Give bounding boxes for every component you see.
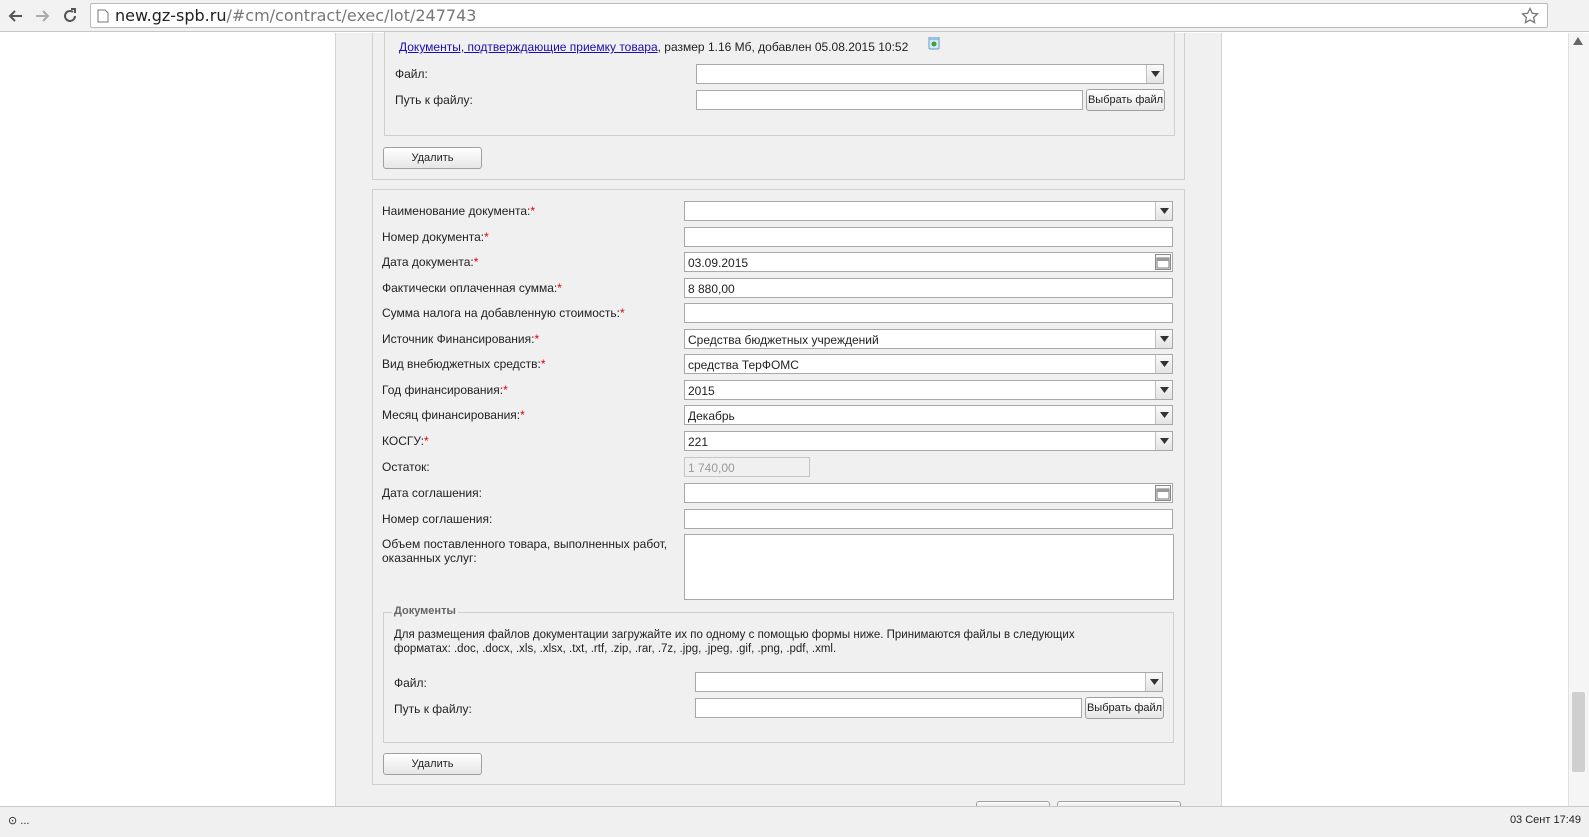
paid-sum-input[interactable]: 8 880,00 (684, 278, 1173, 298)
file-path-input[interactable] (695, 698, 1082, 718)
file-select[interactable] (695, 672, 1163, 692)
chevron-down-icon (1146, 65, 1163, 83)
previous-doc-panel (372, 33, 1185, 180)
chevron-down-icon (1145, 673, 1162, 691)
documents-fieldset (383, 605, 1174, 743)
payment-form-panel (372, 189, 1185, 785)
kosgu-select[interactable]: 221 (684, 431, 1173, 451)
file-path-label: Путь к файлу: (394, 702, 472, 716)
doc-name-label: Наименование документа:* (382, 204, 536, 218)
agreement-number-label: Номер соглашения: (382, 512, 493, 526)
delete-button[interactable]: Удалить (383, 753, 482, 775)
chevron-down-icon (1155, 330, 1172, 348)
page-gutter-left (335, 33, 353, 806)
vat-input[interactable] (684, 303, 1173, 323)
agreement-number-input[interactable] (684, 509, 1173, 529)
funding-source-select[interactable]: Средства бюджетных учреждений (684, 329, 1173, 349)
chevron-down-icon (1155, 355, 1172, 373)
volume-label-line1: Объем поставленного товара, выполненных работ, (382, 537, 668, 551)
balance-label: Остаток: (382, 460, 430, 474)
file-label: Файл: (394, 676, 427, 690)
status-bar (0, 806, 1589, 837)
previous-doc-fieldset (384, 32, 1175, 136)
doc-date-input[interactable]: 03.09.2015 (684, 252, 1173, 272)
documents-hint-line1: Для размещения файлов документации загружайте их по одному с помощью формы ниже. Принимаются файлы в следующих (394, 629, 1075, 641)
funding-year-label: Год финансирования:* (382, 383, 508, 397)
loading-icon: ⊙ (8, 815, 18, 827)
funding-year-select[interactable]: 2015 (684, 380, 1173, 400)
file-path-input[interactable] (696, 90, 1083, 110)
chevron-down-icon (1155, 381, 1172, 399)
balance-input: 1 740,00 (684, 457, 810, 477)
vertical-scrollbar[interactable] (1568, 33, 1589, 806)
kosgu-label: КОСГУ:* (382, 434, 429, 448)
file-select[interactable] (696, 64, 1164, 84)
attached-doc-line (399, 40, 908, 54)
url-text: new.gz-spb.ru/#cm/contract/exec/lot/247743 (115, 6, 477, 25)
doc-date-label: Дата документа:* (382, 255, 479, 269)
delete-button[interactable]: Удалить (383, 147, 482, 169)
file-path-label: Путь к файлу: (395, 93, 473, 107)
funding-source-label: Источник Финансирования:* (382, 332, 540, 346)
file-label: Файл: (395, 67, 428, 81)
chevron-down-icon (1155, 202, 1172, 220)
attached-doc-link[interactable]: Документы, подтверждающие приемку товара (399, 40, 658, 54)
status-left: ⊙ ... (8, 815, 30, 827)
forward-arrow-icon[interactable] (30, 4, 54, 28)
page-icon (97, 9, 109, 23)
scrollbar-thumb[interactable] (1572, 692, 1585, 772)
page-gutter-right (1196, 33, 1222, 806)
documents-legend: Документы (394, 605, 456, 617)
status-clock: 03 Сент 17:49 (1509, 814, 1581, 826)
offbudget-select[interactable]: средства ТерФОМС (684, 354, 1173, 374)
funding-month-label: Месяц финансирования:* (382, 408, 525, 422)
doc-number-input[interactable] (684, 227, 1173, 247)
scroll-up-icon[interactable] (1573, 37, 1583, 45)
agreement-date-input[interactable] (684, 483, 1173, 503)
doc-name-select[interactable] (684, 201, 1173, 221)
back-arrow-icon[interactable] (4, 4, 28, 28)
chevron-down-icon (1155, 432, 1172, 450)
paid-sum-label: Фактически оплаченная сумма:* (382, 281, 562, 295)
address-bar[interactable] (90, 3, 1548, 28)
delete-file-icon[interactable] (927, 36, 941, 53)
doc-number-label: Номер документа:* (382, 230, 489, 244)
browser-toolbar (0, 0, 1589, 32)
calendar-icon[interactable] (1155, 254, 1171, 270)
documents-hint-line2: форматах: .doc, .docx, .xls, .xlsx, .txt, .rtf, .zip, .rar, .7z, .jpg, .jpeg, .gif, .png, .pdf, .xml. (394, 643, 837, 655)
volume-label-line2: оказанных услуг: (382, 551, 477, 565)
volume-textarea[interactable] (684, 534, 1174, 600)
reload-icon[interactable] (58, 4, 82, 28)
agreement-date-label: Дата соглашения: (382, 486, 482, 500)
browse-file-button[interactable]: Выбрать файл (1086, 89, 1165, 111)
bookmark-star-icon[interactable] (1521, 7, 1539, 28)
offbudget-label: Вид внебюджетных средств:* (382, 357, 546, 371)
chevron-down-icon (1155, 406, 1172, 424)
browse-file-button[interactable]: Выбрать файл (1085, 697, 1164, 719)
funding-month-select[interactable]: Декабрь (684, 405, 1173, 425)
calendar-icon[interactable] (1155, 485, 1171, 501)
attached-doc-meta: , размер 1.16 Мб, добавлен 05.08.2015 10:52 (657, 40, 909, 54)
vat-label: Сумма налога на добавленную стоимость:* (382, 306, 625, 320)
